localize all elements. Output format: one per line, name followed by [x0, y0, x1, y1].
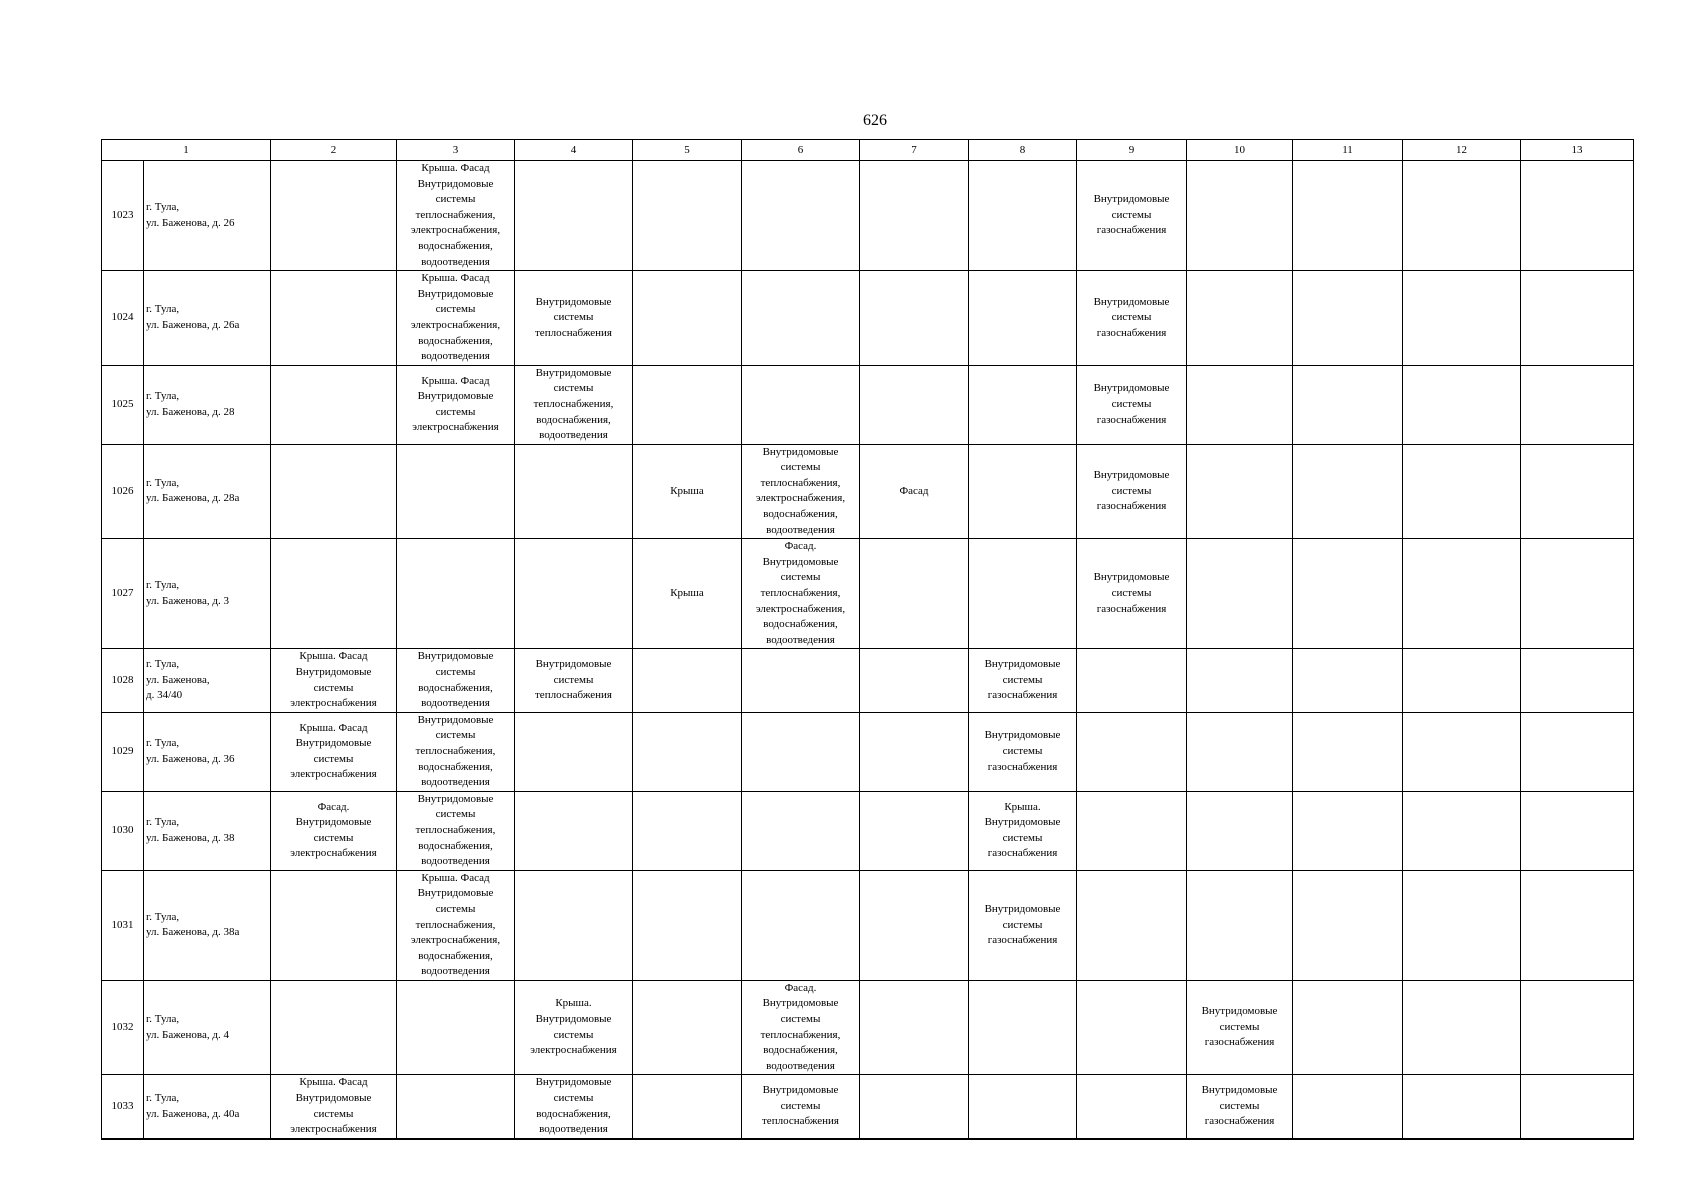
work-cell-c11: [1293, 444, 1403, 539]
work-text: Фасад. Внутридомовые системы теплоснабжения, водоснабжения, водоотведения: [760, 981, 841, 1072]
work-text: Крыша: [670, 587, 704, 600]
work-cell-c11: [1293, 365, 1403, 444]
work-cell-c3: [397, 271, 515, 366]
row-number: 1033: [102, 1075, 144, 1139]
work-cell-c8: [969, 712, 1077, 791]
work-cell-c12: [1403, 539, 1521, 649]
table-row: [102, 980, 1634, 1075]
row-number: 1029: [102, 712, 144, 791]
work-cell-c9: [1077, 271, 1187, 366]
work-text: Внутридомовые системы теплоснабжения, водоснабжения, водоотведения: [415, 792, 496, 868]
work-cell-c11: [1293, 980, 1403, 1075]
work-cell-c11: [1293, 870, 1403, 980]
work-text: Внутридомовые системы газоснабжения: [1201, 1005, 1278, 1049]
work-cell-c10: [1187, 1075, 1293, 1139]
work-cell-c4: [515, 649, 633, 712]
page-number: 626: [863, 112, 887, 129]
column-header: 1: [102, 140, 271, 161]
work-cell-c2: [271, 539, 397, 649]
column-header: 5: [633, 140, 742, 161]
work-cell-c8: [969, 365, 1077, 444]
work-cell-c6: [742, 444, 860, 539]
work-text: Крыша: [670, 484, 704, 497]
work-cell-c12: [1403, 161, 1521, 271]
work-cell-c13: [1521, 791, 1634, 870]
work-cell-c9: [1077, 444, 1187, 539]
work-cell-c5: [633, 539, 742, 649]
work-cell-c9: [1077, 1075, 1187, 1139]
work-cell-c9: [1077, 712, 1187, 791]
work-cell-c5: [633, 271, 742, 366]
work-cell-c6: [742, 980, 860, 1075]
column-header: 11: [1293, 140, 1403, 161]
work-cell-c13: [1521, 649, 1634, 712]
work-cell-c10: [1187, 649, 1293, 712]
address-cell: [144, 870, 271, 980]
work-cell-c10: [1187, 539, 1293, 649]
work-cell-c7: [860, 791, 969, 870]
work-cell-c8: [969, 1075, 1077, 1139]
row-number: 1031: [102, 870, 144, 980]
work-text: Крыша. Внутридомовые системы газоснабжения: [984, 800, 1061, 860]
table-row: [102, 1075, 1634, 1139]
work-cell-c6: [742, 1075, 860, 1139]
address-cell: [144, 649, 271, 712]
work-cell-c12: [1403, 712, 1521, 791]
work-cell-c12: [1403, 791, 1521, 870]
work-text: Внутридомовые системы теплоснабжения: [535, 295, 612, 339]
work-cell-c4: [515, 444, 633, 539]
work-cell-c7: [860, 870, 969, 980]
work-cell-c11: [1293, 791, 1403, 870]
work-cell-c9: [1077, 870, 1187, 980]
work-cell-c7: [860, 365, 969, 444]
work-cell-c2: [271, 365, 397, 444]
column-header: 2: [271, 140, 397, 161]
address-text: г. Тула, ул. Баженова, д. 36: [146, 737, 235, 765]
column-header: 12: [1403, 140, 1521, 161]
address-cell: [144, 161, 271, 271]
table-row: [102, 365, 1634, 444]
table-row: [102, 271, 1634, 366]
row-number: 1028: [102, 649, 144, 712]
address-cell: [144, 980, 271, 1075]
work-text: Внутридомовые системы газоснабжения: [1201, 1084, 1278, 1128]
address-text: г. Тула, ул. Баженова, д. 28а: [146, 476, 240, 505]
work-cell-c4: [515, 1075, 633, 1139]
work-cell-c10: [1187, 161, 1293, 271]
work-cell-c6: [742, 365, 860, 444]
address-cell: [144, 539, 271, 649]
address-text: г. Тула, ул. Баженова, д. 26: [146, 200, 235, 229]
work-cell-c9: [1077, 791, 1187, 870]
work-cell-c7: [860, 980, 969, 1075]
work-text: Крыша. Фасад Внутридомовые системы электроснабжения: [290, 721, 377, 781]
work-cell-c9: [1077, 980, 1187, 1075]
work-cell-c13: [1521, 539, 1634, 649]
work-cell-c7: [860, 271, 969, 366]
work-cell-c8: [969, 271, 1077, 366]
work-cell-c13: [1521, 444, 1634, 539]
work-cell-c9: [1077, 649, 1187, 712]
work-cell-c13: [1521, 365, 1634, 444]
address-text: г. Тула, ул. Баженова, д. 28: [146, 390, 235, 418]
work-text: Крыша. Фасад Внутридомовые системы электроснабжения: [290, 650, 377, 710]
table-row: [102, 161, 1634, 271]
work-text: Внутридомовые системы теплоснабжения, водоснабжения, водоотведения: [415, 713, 496, 789]
address-text: г. Тула, ул. Баженова, д. 4: [146, 1013, 229, 1041]
work-text: Внутридомовые системы водоснабжения, водоотведения: [535, 1076, 612, 1136]
work-cell-c3: [397, 539, 515, 649]
work-cell-c12: [1403, 271, 1521, 366]
work-cell-c6: [742, 161, 860, 271]
work-cell-c5: [633, 1075, 742, 1139]
work-cell-c7: [860, 649, 969, 712]
work-cell-c5: [633, 649, 742, 712]
work-cell-c5: [633, 980, 742, 1075]
table-row: [102, 712, 1634, 791]
work-cell-c6: [742, 791, 860, 870]
work-cell-c10: [1187, 870, 1293, 980]
work-cell-c6: [742, 271, 860, 366]
address-cell: [144, 1075, 271, 1139]
work-cell-c7: [860, 444, 969, 539]
work-text: Крыша. Фасад Внутридомовые системы электроснабжения: [290, 1076, 377, 1136]
work-cell-c2: [271, 1075, 397, 1139]
work-cell-c13: [1521, 870, 1634, 980]
work-cell-c4: [515, 161, 633, 271]
work-cell-c10: [1187, 712, 1293, 791]
work-cell-c5: [633, 161, 742, 271]
row-number: 1032: [102, 980, 144, 1075]
work-cell-c10: [1187, 444, 1293, 539]
work-cell-c2: [271, 870, 397, 980]
work-cell-c12: [1403, 1075, 1521, 1139]
work-text: Фасад. Внутридомовые системы теплоснабжения, электроснабжения, водоснабжения, водоотведения: [755, 540, 846, 646]
work-cell-c11: [1293, 1075, 1403, 1139]
work-cell-c9: [1077, 539, 1187, 649]
work-cell-c12: [1403, 444, 1521, 539]
work-cell-c9: [1077, 161, 1187, 271]
work-text: Внутридомовые системы газоснабжения: [1093, 193, 1170, 237]
work-text: Крыша. Фасад Внутридомовые системы электроснабжения, водоснабжения, водоотведения: [410, 272, 501, 363]
work-cell-c10: [1187, 271, 1293, 366]
work-text: Внутридомовые системы газоснабжения: [984, 729, 1061, 773]
work-cell-c13: [1521, 712, 1634, 791]
column-header: 4: [515, 140, 633, 161]
work-cell-c3: [397, 1075, 515, 1139]
address-text: г. Тула, ул. Баженова, д. 38: [146, 816, 235, 844]
work-cell-c4: [515, 271, 633, 366]
work-cell-c3: [397, 870, 515, 980]
row-number: 1030: [102, 791, 144, 870]
address-cell: [144, 271, 271, 366]
work-text: Фасад. Внутридомовые системы электроснабжения: [290, 800, 377, 860]
work-cell-c3: [397, 365, 515, 444]
work-cell-c7: [860, 161, 969, 271]
work-cell-c6: [742, 870, 860, 980]
work-cell-c8: [969, 161, 1077, 271]
work-cell-c3: [397, 649, 515, 712]
work-cell-c13: [1521, 1075, 1634, 1139]
table-row: [102, 870, 1634, 980]
work-cell-c12: [1403, 980, 1521, 1075]
address-text: г. Тула, ул. Баженова, д. 3: [146, 579, 229, 607]
work-text: Внутридомовые системы теплоснабжения: [762, 1084, 839, 1128]
work-cell-c4: [515, 980, 633, 1075]
column-header: 10: [1187, 140, 1293, 161]
work-text: Крыша. Фасад Внутридомовые системы электроснабжения: [412, 374, 499, 434]
work-cell-c13: [1521, 271, 1634, 366]
work-cell-c10: [1187, 980, 1293, 1075]
address-cell: [144, 712, 271, 791]
work-text: Крыша. Фасад Внутридомовые системы теплоснабжения, электроснабжения, водоснабжения, водоотведения: [410, 871, 501, 978]
work-cell-c3: [397, 980, 515, 1075]
work-cell-c2: [271, 271, 397, 366]
work-cell-c5: [633, 444, 742, 539]
address-text: г. Тула, ул. Баженова, д. 40а: [146, 1092, 240, 1120]
work-text: Внутридомовые системы газоснабжения: [984, 902, 1061, 947]
work-cell-c7: [860, 712, 969, 791]
work-cell-c11: [1293, 271, 1403, 366]
column-header: 3: [397, 140, 515, 161]
work-cell-c11: [1293, 539, 1403, 649]
work-cell-c5: [633, 791, 742, 870]
work-cell-c12: [1403, 365, 1521, 444]
work-cell-c5: [633, 365, 742, 444]
work-cell-c6: [742, 649, 860, 712]
address-text: г. Тула, ул. Баженова, д. 26а: [146, 303, 240, 331]
work-cell-c3: [397, 161, 515, 271]
table-row: [102, 649, 1634, 712]
address-cell: [144, 791, 271, 870]
work-cell-c8: [969, 870, 1077, 980]
work-cell-c2: [271, 712, 397, 791]
work-cell-c11: [1293, 161, 1403, 271]
work-cell-c4: [515, 539, 633, 649]
address-cell: [144, 365, 271, 444]
work-cell-c2: [271, 791, 397, 870]
row-number: 1023: [102, 161, 144, 271]
work-cell-c2: [271, 980, 397, 1075]
work-text: Внутридомовые системы теплоснабжения: [535, 658, 612, 702]
work-cell-c6: [742, 712, 860, 791]
table-body: [102, 161, 1634, 1139]
work-cell-c8: [969, 791, 1077, 870]
work-cell-c10: [1187, 365, 1293, 444]
work-text: Внутридомовые системы теплоснабжения, электроснабжения, водоснабжения, водоотведения: [755, 445, 846, 536]
work-cell-c2: [271, 649, 397, 712]
work-cell-c4: [515, 870, 633, 980]
row-number: 1026: [102, 444, 144, 539]
work-text: Внутридомовые системы газоснабжения: [1093, 382, 1170, 426]
work-cell-c7: [860, 539, 969, 649]
work-cell-c12: [1403, 870, 1521, 980]
work-cell-c6: [742, 539, 860, 649]
address-text: г. Тула, ул. Баженова, д. 38а: [146, 910, 240, 939]
column-header: 8: [969, 140, 1077, 161]
column-header: 9: [1077, 140, 1187, 161]
work-cell-c13: [1521, 161, 1634, 271]
work-cell-c10: [1187, 791, 1293, 870]
column-header: 13: [1521, 140, 1634, 161]
row-number: 1027: [102, 539, 144, 649]
work-cell-c12: [1403, 649, 1521, 712]
work-cell-c3: [397, 444, 515, 539]
header-row: [102, 140, 1634, 161]
work-text: Внутридомовые системы газоснабжения: [1093, 295, 1170, 339]
work-cell-c9: [1077, 365, 1187, 444]
work-cell-c8: [969, 539, 1077, 649]
work-cell-c8: [969, 444, 1077, 539]
table-row: [102, 444, 1634, 539]
column-header: 6: [742, 140, 860, 161]
work-text: Внутридомовые системы водоснабжения, водоотведения: [417, 650, 494, 710]
work-cell-c4: [515, 712, 633, 791]
repair-schedule-table: [101, 139, 1634, 1140]
work-text: Внутридомовые системы газоснабжения: [1093, 571, 1170, 615]
address-text: г. Тула, ул. Баженова, д. 34/40: [146, 658, 210, 702]
work-cell-c3: [397, 791, 515, 870]
address-cell: [144, 444, 271, 539]
work-cell-c8: [969, 980, 1077, 1075]
work-cell-c4: [515, 365, 633, 444]
row-number: 1024: [102, 271, 144, 366]
table-row: [102, 791, 1634, 870]
table-row: [102, 539, 1634, 649]
row-number: 1025: [102, 365, 144, 444]
work-cell-c3: [397, 712, 515, 791]
work-text: Внутридомовые системы теплоснабжения, водоснабжения, водоотведения: [533, 366, 614, 442]
work-cell-c2: [271, 161, 397, 271]
work-cell-c7: [860, 1075, 969, 1139]
work-cell-c5: [633, 712, 742, 791]
work-cell-c4: [515, 791, 633, 870]
work-text: Крыша. Внутридомовые системы электроснабжения: [530, 997, 617, 1057]
work-cell-c8: [969, 649, 1077, 712]
work-text: Внутридомовые системы газоснабжения: [984, 658, 1061, 702]
column-header: 7: [860, 140, 969, 161]
work-cell-c11: [1293, 649, 1403, 712]
work-text: Крыша. Фасад Внутридомовые системы теплоснабжения, электроснабжения, водоснабжения, водоотведения: [410, 162, 501, 268]
work-cell-c11: [1293, 712, 1403, 791]
work-cell-c2: [271, 444, 397, 539]
work-cell-c13: [1521, 980, 1634, 1075]
work-text: Внутридомовые системы газоснабжения: [1093, 469, 1170, 513]
work-cell-c5: [633, 870, 742, 980]
work-text: Фасад: [899, 484, 929, 497]
